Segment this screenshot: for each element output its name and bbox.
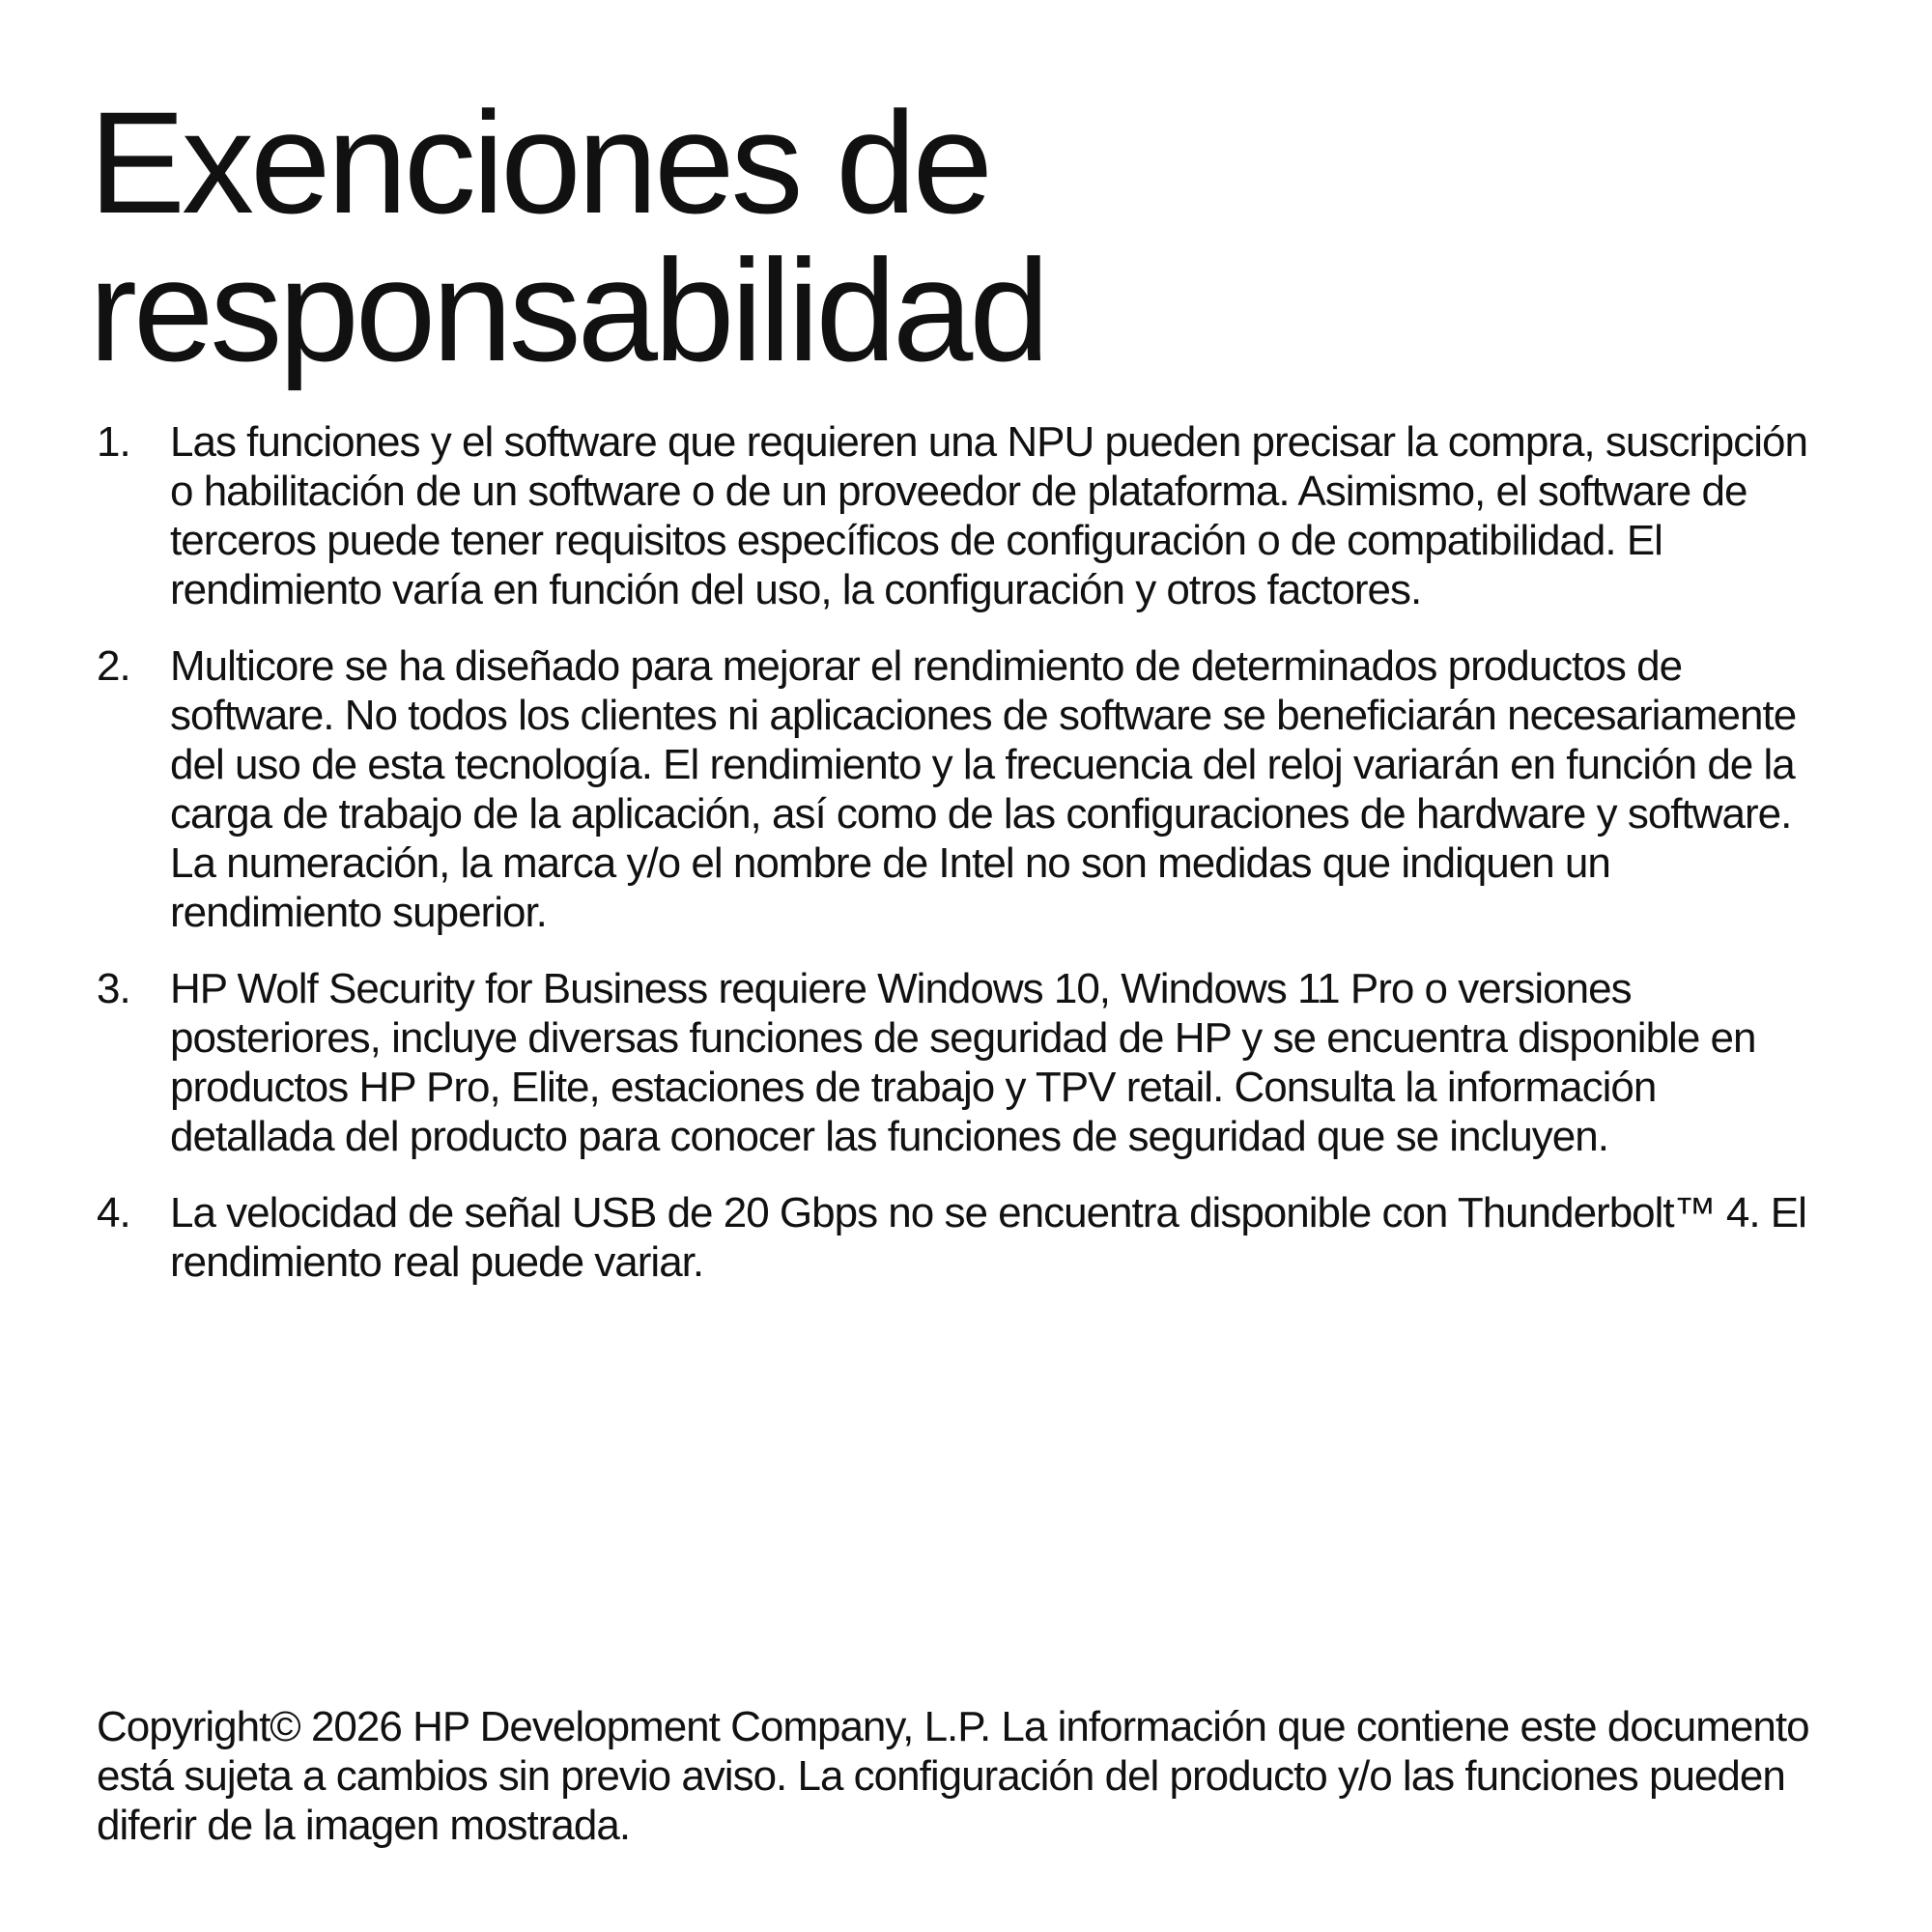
list-item-text: Las funciones y el software que requieren una NPU pueden precisar la compra, suscripción o habilitación de un software o de un proveedor de plataforma. Asimismo, el software de terceros puede tener requisitos específicos de configuración o de compatibilidad. El rendimiento varía en función del uso, la configuración y otros factores. — [170, 418, 1807, 613]
list-item-text: La velocidad de señal USB de 20 Gbps no se encuentra disponible con Thunderbolt™ 4. El rendimiento real puede variar. — [170, 1189, 1806, 1286]
disclaimer-item-3 — [97, 964, 1826, 1161]
disclaimer-item-1 — [97, 417, 1826, 614]
disclaimer-item-2 — [97, 641, 1826, 937]
disclaimer-item-4 — [97, 1188, 1826, 1287]
list-item-number: 4. — [97, 1189, 130, 1236]
list-item-number: 2. — [97, 642, 130, 690]
copyright-notice: Copyright© 2026 HP Development Company, L.P. La información que contiene este documento está sujeta a cambios sin previo aviso. La configuración del producto y/o las funciones pueden diferir de la imagen mostrada. — [97, 1703, 1809, 1849]
page-title: Exenciones de responsabilidad — [89, 81, 1046, 391]
disclaimer-list — [97, 417, 1826, 1314]
list-item-text: HP Wolf Security for Business requiere Windows 10, Windows 11 Pro o versiones posteriores, incluye diversas funciones de seguridad de HP y se encuentra disponible en productos HP Pro, Elite, estaciones de trabajo y TPV retail. Consulta la información detallada del producto para conocer las funciones de seguridad que se incluyen. — [170, 965, 1756, 1160]
list-item-text: Multicore se ha diseñado para mejorar el rendimiento de determinados productos de software. No todos los clientes ni aplicaciones de software se beneficiarán necesariamente del uso de esta tecnología. El rendimiento y la frecuencia del reloj variarán en función de la carga de trabajo de la aplicación, así como de las configuraciones de hardware y software. La numeración, la marca y/o el nombre de Intel no son medidas que indiquen un rendimiento superior. — [170, 642, 1797, 936]
list-item-number: 1. — [97, 418, 130, 466]
list-item-number: 3. — [97, 965, 130, 1012]
